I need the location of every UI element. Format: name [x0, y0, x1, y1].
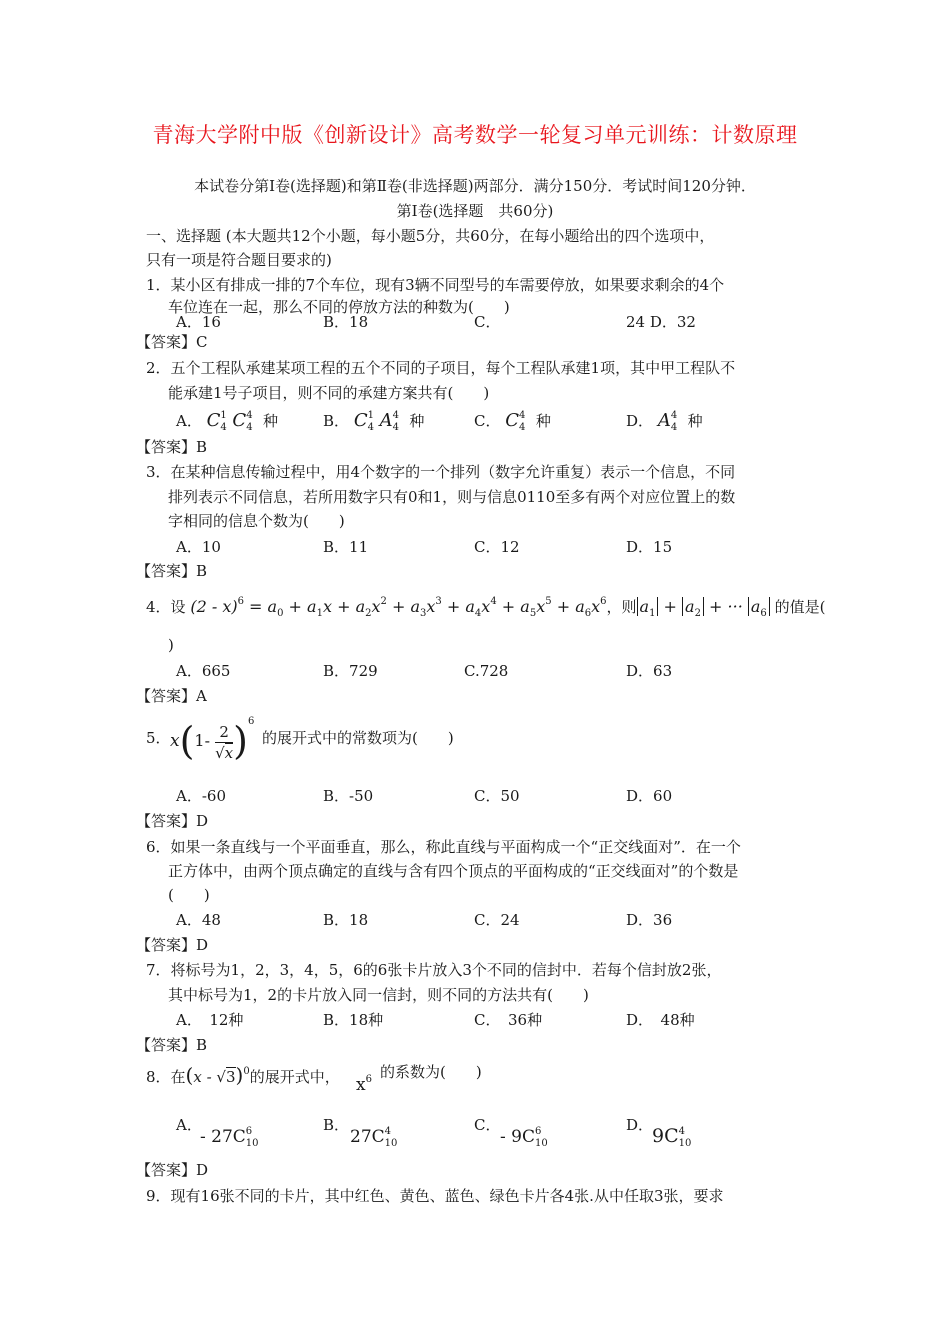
question-6-line2: 正方体中，由两个顶点确定的直线与含有四个顶点的平面构成的“正交线面对”的个数是	[168, 862, 739, 880]
question-8-option-c-label: C．	[474, 1116, 501, 1134]
section-heading-line2: 只有一项是符合题目要求的)	[146, 251, 332, 269]
question-6-option-a: A．48	[176, 911, 221, 929]
question-6-option-c: C．24	[474, 911, 520, 929]
question-3-option-c: C．12	[474, 538, 520, 556]
question-7-option-c: C． 36种	[474, 1011, 543, 1029]
question-7-option-b: B．18种	[323, 1011, 384, 1029]
question-7-line2: 其中标号为1，2的卡片放入同一信封，则不同的方法共有( )	[168, 986, 589, 1004]
question-5-option-a: A．-60	[176, 787, 226, 805]
question-6-option-b: B．18	[323, 911, 369, 929]
question-8-answer: 【答案】D	[136, 1161, 209, 1179]
question-3-line3: 字相同的信息个数为( )	[168, 512, 345, 530]
question-5-prefix: 5．	[146, 729, 171, 747]
question-8-option-a-label: A．	[176, 1116, 202, 1134]
question-4-option-b: B．729	[323, 662, 378, 680]
exam-intro: 本试卷分第Ⅰ卷(选择题)和第Ⅱ卷(非选择题)两部分．满分150分．考试时间120分钟．	[194, 177, 756, 195]
question-8-option-c: - 9C 6 10	[500, 1126, 548, 1149]
question-4-equation: $(2 - x)^6 = a_0 + a_1x + a_2x^2 + a_3x^3 + a_4x^4 + a_5x^5 + a_6x^6$	[190, 596, 607, 619]
question-5-expression: x(1- $\frac{2}{√x}$ )$^6$	[170, 716, 255, 763]
question-6-option-d: D．36	[626, 911, 673, 929]
question-8-option-a: - 27C 6 10	[200, 1126, 259, 1149]
question-1-option-b: B．18	[323, 313, 369, 331]
question-5-option-c: C．50	[474, 787, 520, 805]
question-1-line2: 车位连在一起，那么不同的停放方法的种数为( )	[168, 298, 510, 316]
question-8-option-b-label: B．	[323, 1116, 350, 1134]
question-3-option-b: B．11	[323, 538, 369, 556]
question-7-answer: 【答案】B	[136, 1036, 208, 1054]
question-4-abs-sum: $a_1 + a_2$ + ··· $a_6$	[637, 597, 770, 616]
question-2-option-d: D． A 4 4 种	[626, 410, 703, 433]
question-9-line1: 9．现有16张不同的卡片，其中红色、黄色、蓝色、绿色卡片各4张.从中任取3张，要求	[146, 1187, 724, 1205]
question-6-line3: ( )	[168, 886, 210, 904]
question-4-option-c: C.728	[464, 662, 509, 680]
question-1-answer: 【答案】C	[136, 333, 208, 351]
question-4-option-d: D．63	[626, 662, 673, 680]
question-1-option-a: A．16	[176, 313, 221, 331]
question-8-option-b: 27C 4 10	[350, 1126, 398, 1149]
question-2-option-c: C． C 4 4 种	[474, 410, 551, 433]
question-5-option-d: D．60	[626, 787, 673, 805]
question-2-line1: 2．五个工程队承建某项工程的五个不同的子项目，每个工程队承建1项，其中甲工程队不	[146, 359, 736, 377]
question-2-option-a: A． C 1 4 C 4 4 种	[176, 410, 278, 433]
question-6-answer: 【答案】D	[136, 936, 209, 954]
question-8-term: $x^6$	[356, 1074, 372, 1095]
question-6-line1: 6．如果一条直线与一个平面垂直，那么，称此直线与平面构成一个“正交线面对”．在一个	[146, 838, 741, 856]
question-2-answer: 【答案】B	[136, 438, 208, 456]
question-7-option-a: A． 12种	[176, 1011, 244, 1029]
page-title: 青海大学附中版《创新设计》高考数学一轮复习单元训练：计数原理	[152, 123, 798, 147]
question-3-option-d: D．15	[626, 538, 673, 556]
question-8-suffix: 的系数为( )	[380, 1063, 482, 1081]
question-3-option-a: A．10	[176, 538, 221, 556]
question-5-stem: 的展开式中的常数项为( )	[262, 729, 454, 747]
question-4-stem: 4．设 $(2 - x)^6 = a_0 + a_1x + a_2x^2 + a_3x^3 + a_4x^4 + a_5x^5 + a_6x^6$，则 $a_1 + a_2$ + ··· $a_6$ 的值是(	[146, 596, 826, 619]
question-2-option-b: B． C 1 4 A 4 4 种	[323, 410, 425, 433]
question-8-stem: 8．在(x - √3)$^0$的展开式中，	[146, 1063, 340, 1087]
question-1-option-d: 24 D．32	[626, 313, 696, 331]
volume-heading: 第Ⅰ卷(选择题 共60分)	[396, 202, 554, 220]
question-5-answer: 【答案】D	[136, 812, 209, 830]
question-4-option-a: A．665	[176, 662, 231, 680]
question-7-option-d: D． 48种	[626, 1011, 695, 1029]
question-5-option-b: B．-50	[323, 787, 374, 805]
question-2-line2: 能承建1号子项目，则不同的承建方案共有( )	[168, 384, 490, 402]
question-8-binomial: (x - √3)$^0$	[185, 1063, 250, 1087]
question-3-answer: 【答案】B	[136, 562, 208, 580]
question-4-answer: 【答案】A	[136, 687, 207, 705]
question-8-option-d-label: D．	[626, 1116, 654, 1134]
question-3-line1: 3．在某种信息传输过程中，用4个数字的一个排列（数字允许重复）表示一个信息，不同	[146, 463, 736, 481]
question-4-close-paren: )	[168, 636, 174, 654]
question-3-line2: 排列表示不同信息，若所用数字只有0和1，则与信息0110至多有两个对应位置上的数	[168, 488, 736, 506]
question-7-line1: 7．将标号为1，2，3，4，5，6的6张卡片放入3个不同的信封中．若每个信封放2张，	[146, 961, 722, 979]
question-1-option-c: C．	[474, 313, 501, 331]
section-heading-line1: 一、选择题 (本大题共12个小题，每小题5分，共60分，在每小题给出的四个选项中，	[146, 227, 715, 245]
question-1-line1: 1．某小区有排成一排的7个车位，现有3辆不同型号的车需要停放，如果要求剩余的4个	[146, 276, 725, 294]
question-8-option-d: 9C 4 10	[652, 1125, 692, 1149]
